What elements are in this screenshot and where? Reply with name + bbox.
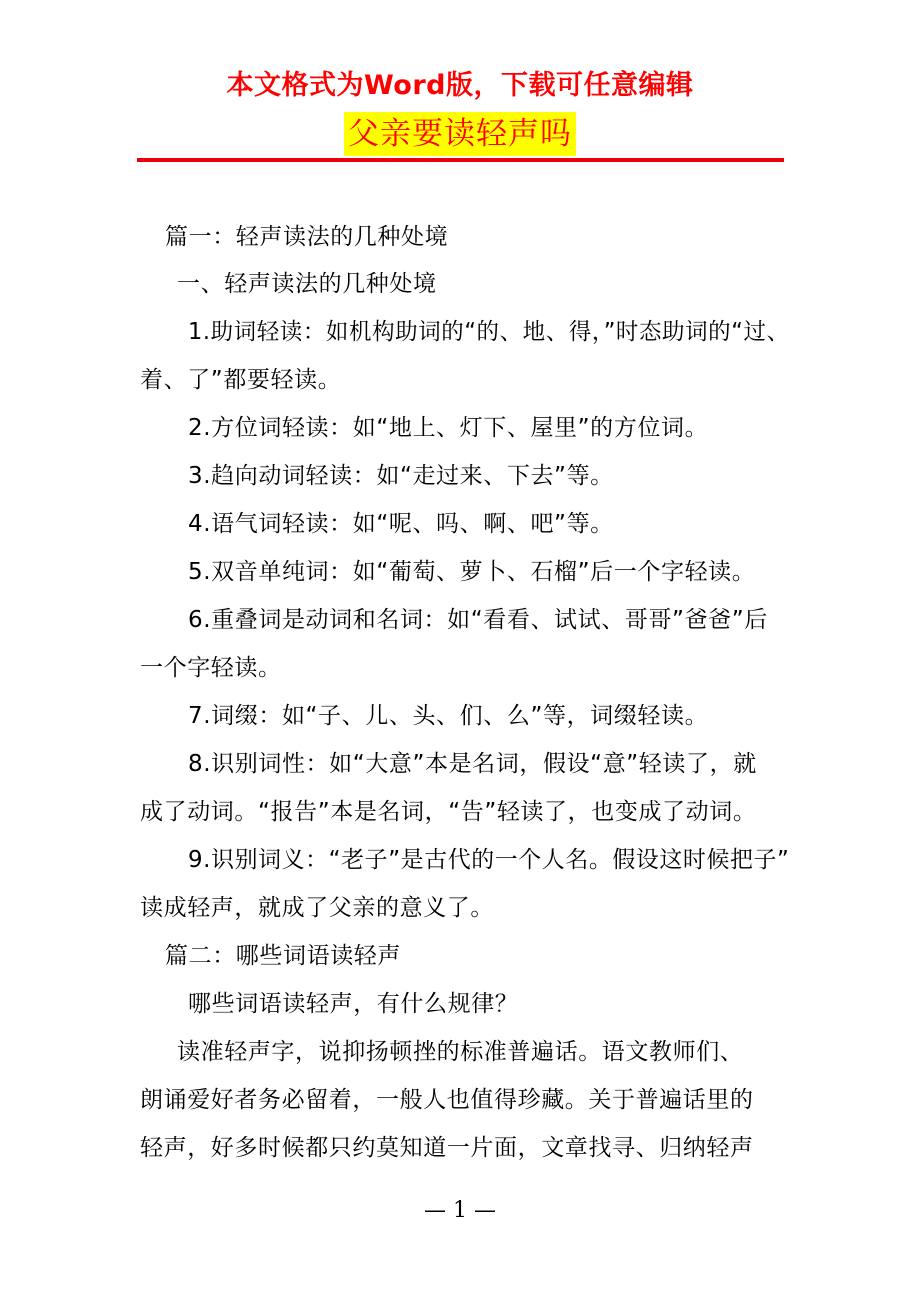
paragraph-line: 读成轻声，就成了父亲的意义了。 bbox=[140, 895, 494, 921]
paragraph-line: 5.双音单纯词：如“葡萄、萝卜、石榴”后一个字轻读。 bbox=[188, 559, 756, 585]
subheading-one: 一、轻声读法的几种处境 bbox=[177, 271, 437, 297]
paragraph-line: 朗诵爱好者务必留着，一般人也值得珍藏。关于普遍话里的 bbox=[140, 1087, 754, 1113]
paragraph-line: 着、了”都要轻读。 bbox=[140, 367, 342, 393]
document-title-container bbox=[0, 112, 920, 156]
paragraph-line: 哪些词语读轻声，有什么规律？ bbox=[188, 991, 519, 1017]
section-heading-part-two: 篇二：哪些词语读轻声 bbox=[165, 943, 401, 969]
paragraph-line: 3.趋向动词轻读：如“走过来、下去”等。 bbox=[188, 463, 614, 489]
paragraph-line: 8.识别词性：如“大意”本是名词，假设“意”轻读了，就 bbox=[188, 751, 757, 777]
paragraph-line: 6.重叠词是动词和名词：如“看看、试试、哥哥”爸爸”后 bbox=[188, 607, 768, 633]
paragraph-line: 7.词缀：如“子、儿、头、们、么”等，词缀轻读。 bbox=[188, 703, 709, 729]
paragraph-line: 1.助词轻读：如机构助词的“的、地、得，”时态助词的“过、 bbox=[188, 319, 790, 345]
paragraph-line: 成了动词。“报告”本是名词，“告”轻读了，也变成了动词。 bbox=[140, 799, 757, 825]
page-number: — 1 — bbox=[424, 1198, 496, 1223]
title-divider bbox=[137, 158, 784, 162]
paragraph-line: 2.方位词轻读：如“地上、灯下、屋里”的方位词。 bbox=[188, 415, 709, 441]
paragraph-line: 读准轻声字，说抑扬顿挫的标准普遍话。语文教师们、 bbox=[177, 1039, 744, 1065]
format-notice-banner: 本文格式为Word版，下载可任意编辑 bbox=[226, 70, 694, 101]
section-heading-part-one: 篇一：轻声读法的几种处境 bbox=[165, 224, 449, 250]
document-title: 父亲要读轻声吗 bbox=[344, 112, 576, 156]
paragraph-line: 9.识别词义：“老子”是古代的一个人名。假设这时候把子” bbox=[188, 847, 790, 873]
paragraph-line: 4.语气词轻读：如“呢、吗、啊、吧”等。 bbox=[188, 511, 614, 537]
paragraph-line: 轻声，好多时候都只约莫知道一片面，文章找寻、归纳轻声 bbox=[140, 1135, 754, 1161]
paragraph-line: 一个字轻读。 bbox=[140, 655, 282, 681]
